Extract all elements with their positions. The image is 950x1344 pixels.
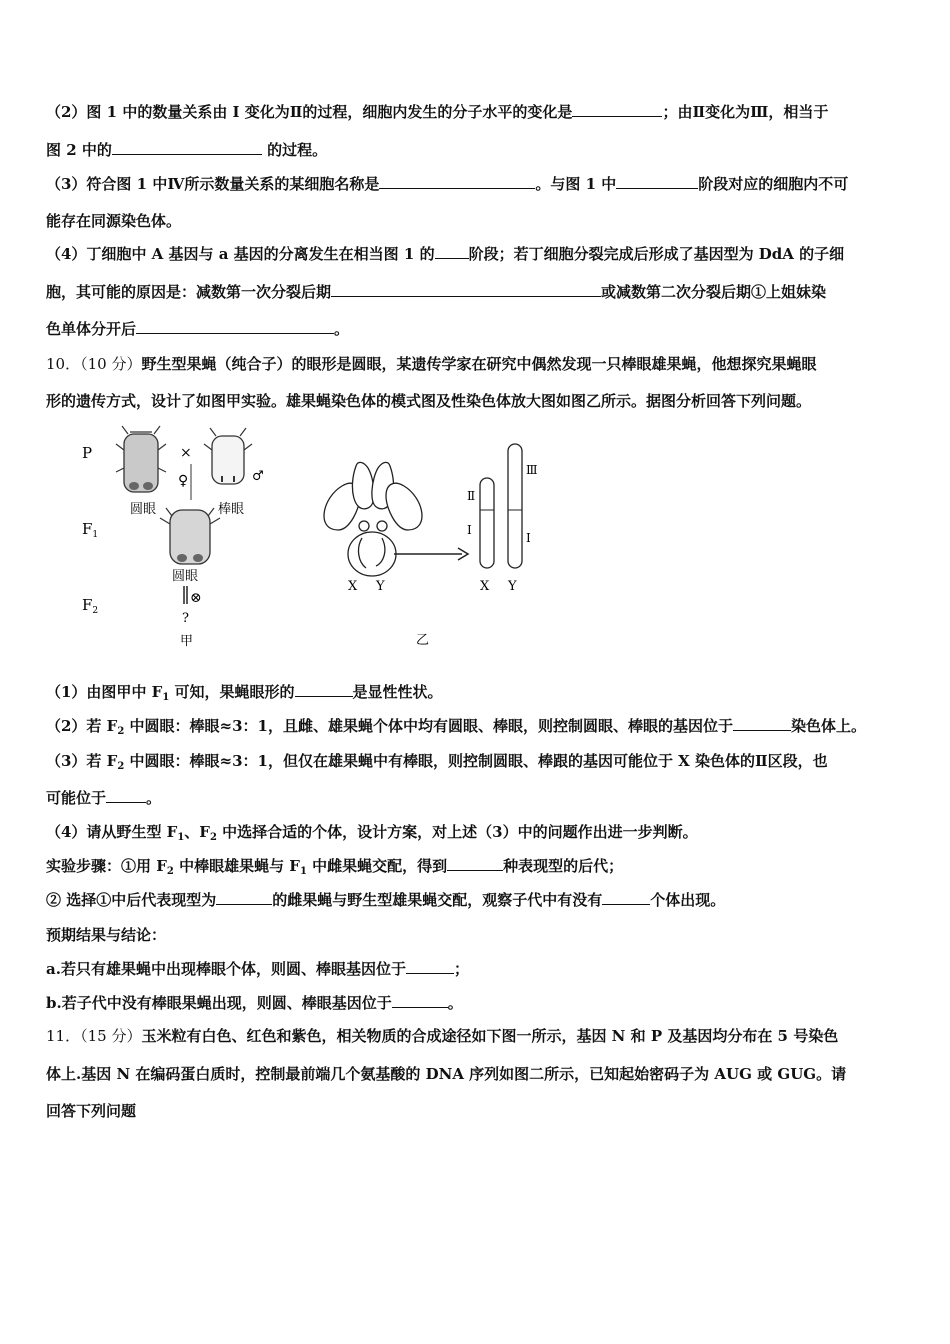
q10-step2: ② 选择①中后代表现型为 的雌果蝇与野生型雄果蝇交配，观察子代中有没有 个体出现。: [46, 891, 726, 909]
q9-part4-line2: 胞，其可能的原因是：减数第一次分裂后期 或减数第二次分裂后期①上姐妹染: [46, 283, 827, 301]
figure-jia-cross-diagram: [70, 420, 280, 652]
q9-part3-line2: 能存在同源染色体。: [46, 212, 182, 230]
cross-symbol: ×: [180, 445, 192, 461]
question-score: （15 分）: [80, 1027, 142, 1045]
q10-result-a: a.若只有雄果蝇中出现棒眼个体，则圆、棒眼基因位于 ；: [46, 960, 469, 978]
region-ii-label: Ⅱ: [467, 489, 476, 503]
answer-blank[interactable]: [216, 890, 272, 905]
q9-part2-line2: 图 2 中的 的过程。: [46, 141, 328, 159]
q10-step1: 实验步骤：①用 $F_2$ 中棒眼雄果蝇与 $F_1$ 中雌果蝇交配，得到 种表现型的后代；: [46, 857, 624, 877]
selfing-symbol: ⊗: [190, 590, 202, 606]
q9-part4-line3: 色单体分开后 。: [46, 320, 350, 338]
question-number: 10．: [46, 355, 81, 373]
answer-blank[interactable]: [295, 682, 353, 697]
q10-sub2: （2）若 $F_2$ 中圆眼：棒眼≈3：1，且雌、雄果蝇个体中均有圆眼、棒眼，则控制圆眼、棒眼的基因位于 染色体上。: [46, 717, 866, 737]
region-iii-label: Ⅲ: [526, 463, 538, 477]
answer-blank[interactable]: [331, 282, 601, 297]
figure-yi-chromosome-diagram: [312, 438, 542, 650]
female-fly-illustration: [116, 426, 166, 492]
answer-blank[interactable]: [406, 959, 454, 974]
answer-blank[interactable]: [435, 244, 469, 259]
q11-line1: 11．（15 分）玉米粒有白色、红色和紫色，相关物质的合成途径如下图一所示，基因 N 和 P 及基因均分布在 5 号染色: [46, 1027, 839, 1045]
f1-round-eye-label: 圆眼: [172, 569, 199, 584]
y-chromosome: [508, 444, 522, 568]
q9-part4-line1: （4）丁细胞中 A 基因与 a 基因的分离发生在相当图 1 的 阶段；若丁细胞分裂完成后形成了基因型为 DdA 的子细: [46, 245, 845, 263]
y-label-left: Y: [376, 579, 385, 594]
q10-result-b: b.若子代中没有棒眼果蝇出现，则圆、棒眼基因位于 。: [46, 994, 463, 1012]
x-label-left: X: [348, 579, 358, 594]
answer-blank[interactable]: [572, 102, 662, 117]
answer-blank[interactable]: [602, 890, 650, 905]
q11-line2: 体上.基因 N 在编码蛋白质时，控制最前端几个氨基酸的 DNA 序列如图二所示，已知起始密码子为 AUG 或 GUG。请: [46, 1065, 847, 1083]
q9-part3-line1: （3）符合图 1 中Ⅳ所示数量关系的某细胞名称是 。与图 1 中 阶段对应的细胞内不可: [46, 175, 849, 193]
question-number: 11．: [46, 1027, 81, 1045]
male-symbol: ♂: [252, 469, 264, 484]
q11-line3: 回答下列问题: [46, 1102, 137, 1120]
chromosome-set-illustration: [324, 462, 422, 576]
female-symbol: ♀: [178, 473, 189, 489]
answer-blank[interactable]: [733, 716, 791, 731]
question-mark: ?: [182, 611, 189, 626]
x-label-right: X: [480, 579, 490, 594]
region-i-label-right: I: [526, 531, 531, 545]
answer-blank[interactable]: [136, 319, 334, 334]
answer-blank[interactable]: [392, 993, 448, 1008]
region-i-label-left: I: [467, 523, 472, 537]
y-label-right: Y: [508, 579, 517, 594]
male-fly-illustration: [204, 428, 252, 484]
round-eye-label: 圆眼: [130, 502, 157, 517]
figure-caption-jia: 甲: [180, 634, 194, 649]
answer-blank[interactable]: [112, 140, 262, 155]
q10-expectation-heading: 预期结果与结论：: [46, 926, 167, 944]
answer-blank[interactable]: [106, 788, 146, 803]
question-score: （10 分）: [80, 355, 142, 373]
label-p: P: [82, 444, 93, 462]
label-f2: $F_2$: [82, 596, 99, 616]
q10-sub3-line1: （3）若 $F_2$ 中圆眼：棒眼≈3：1，但仅在雄果蝇中有棒眼，则控制圆眼、棒跟的基因可能位于 X 染色体的Ⅱ区段，也: [46, 752, 828, 772]
q10-intro-line1: 10．（10 分）野生型果蝇（纯合子）的眼形是圆眼，某遗传学家在研究中偶然发现一只棒眼雄果蝇，他想探究果蝇眼: [46, 355, 817, 373]
figure-caption-yi: 乙: [416, 633, 430, 648]
q10-intro-line2: 形的遗传方式，设计了如图甲实验。雄果蝇染色体的模式图及性染色体放大图如图乙所示。据图分析回答下列问题。: [46, 392, 812, 410]
x-chromosome: [480, 478, 494, 568]
bar-eye-label: 棒眼: [218, 502, 245, 517]
f1-fly-illustration: [160, 464, 220, 564]
label-f1: $F_1$: [82, 520, 99, 540]
answer-blank[interactable]: [616, 174, 698, 189]
q10-sub4: （4）请从野生型 $F_1$、$F_2$ 中选择合适的个体，设计方案，对上述（3）中的问题作出进一步判断。: [46, 823, 698, 843]
q10-sub3-line2: 可能位于 。: [46, 789, 162, 807]
answer-blank[interactable]: [379, 174, 535, 189]
q9-part2-line1: （2）图 1 中的数量关系由 I 变化为Ⅱ的过程，细胞内发生的分子水平的变化是 ；由Ⅱ变化为Ⅲ，相当于: [46, 103, 829, 121]
answer-blank[interactable]: [447, 856, 503, 871]
q10-sub1: （1）由图甲中 $F_1$ 可知，果蝇眼形的 是显性性状。: [46, 683, 443, 703]
